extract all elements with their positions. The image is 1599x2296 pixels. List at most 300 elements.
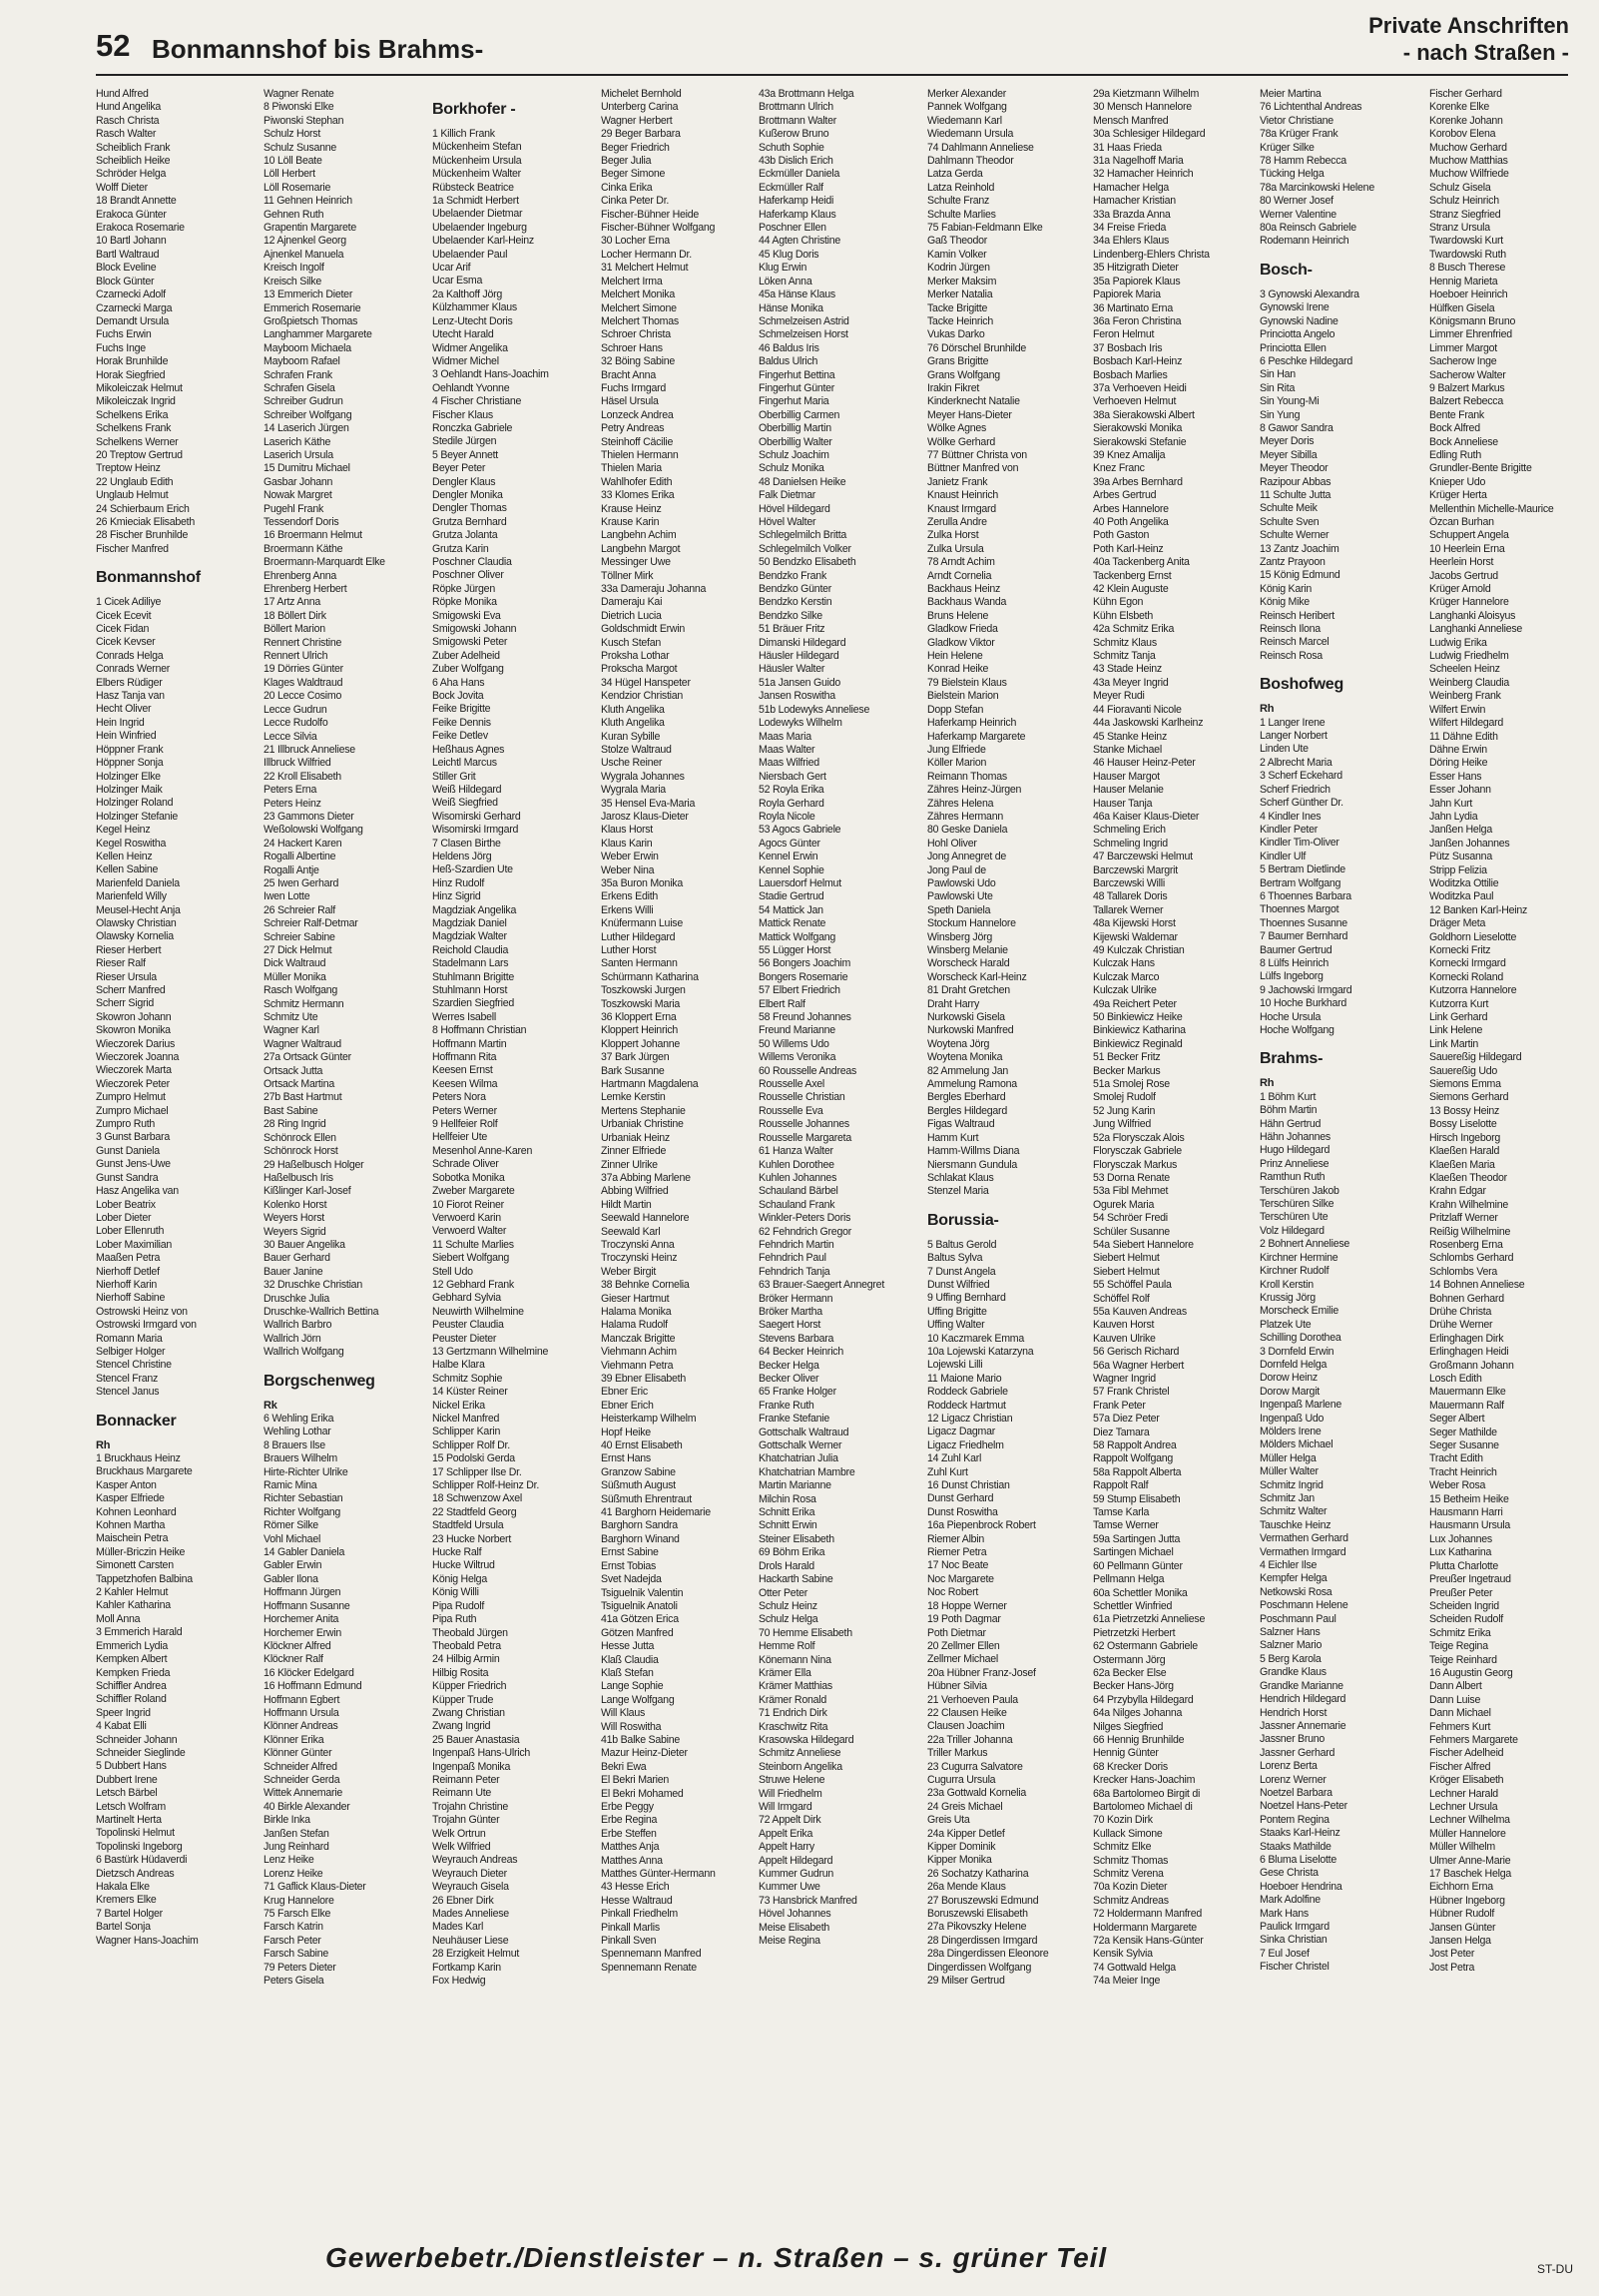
resident-entry: 61 Hanza Walter bbox=[759, 1145, 833, 1158]
resident-entry: Fingerhut Maria bbox=[759, 395, 829, 408]
resident-entry: Müller Monika bbox=[264, 970, 326, 983]
resident-entry: 1 Böhm Kurt bbox=[1260, 1090, 1317, 1103]
resident-entry: Prokscha Margot bbox=[601, 663, 678, 676]
resident-entry: Mades Karl bbox=[432, 1921, 484, 1934]
resident-entry: 6 Bastürk Hüdaverdi bbox=[96, 1854, 188, 1867]
resident-entry: Schlombs Vera bbox=[1429, 1265, 1497, 1278]
resident-entry: Speth Daniela bbox=[927, 903, 991, 916]
resident-entry: Lorenz Werner bbox=[1260, 1773, 1327, 1786]
resident-entry: Scherf Friedrich bbox=[1260, 783, 1331, 796]
resident-entry: Hoffmann Jürgen bbox=[264, 1586, 341, 1599]
resident-entry: Fischer Alfred bbox=[1429, 1760, 1491, 1773]
resident-entry: Luther Horst bbox=[601, 944, 657, 956]
resident-entry: Weinberg Frank bbox=[1429, 690, 1501, 703]
resident-entry: Kindler Tim-Oliver bbox=[1260, 837, 1339, 850]
resident-entry: 45 Klug Doris bbox=[759, 248, 819, 261]
resident-entry: Schrade Oliver bbox=[432, 1158, 499, 1171]
resident-entry: 23 Cugurra Salvatore bbox=[927, 1760, 1023, 1773]
resident-entry: Tackenberg Ernst bbox=[1093, 569, 1172, 582]
resident-entry: Krüger Silke bbox=[1260, 141, 1315, 154]
resident-entry: 54 Schröer Fredi bbox=[1093, 1212, 1168, 1225]
resident-entry: Mattick Wolfgang bbox=[759, 930, 836, 943]
resident-entry: Knez Franc bbox=[1093, 462, 1145, 475]
resident-entry: Schmitz Andreas bbox=[1093, 1894, 1169, 1907]
resident-entry: 29 Milser Gertrud bbox=[927, 1975, 1005, 1988]
street-heading: Bonmannshof bbox=[96, 569, 201, 587]
resident-entry: Hövel Walter bbox=[759, 516, 816, 528]
resident-entry: Winsberg Jörg bbox=[927, 930, 993, 943]
resident-entry: Wagner Karl bbox=[264, 1024, 319, 1037]
resident-entry: Meier Martina bbox=[1260, 88, 1322, 100]
resident-entry: 4 Kabat Elli bbox=[96, 1720, 147, 1733]
resident-entry: 36 Martinato Erna bbox=[1093, 301, 1173, 314]
resident-entry: 22 Clausen Heike bbox=[927, 1706, 1007, 1719]
resident-entry: Klönner Günter bbox=[264, 1747, 332, 1760]
resident-entry: 58 Rappolt Andrea bbox=[1093, 1439, 1177, 1452]
resident-entry: Skowron Johann bbox=[96, 1010, 172, 1023]
resident-entry: Kutzorra Hannelore bbox=[1429, 984, 1517, 997]
resident-entry: Lechner Wilhelma bbox=[1429, 1814, 1510, 1827]
resident-entry: Winkler-Peters Doris bbox=[759, 1212, 851, 1225]
resident-entry: Demandt Ursula bbox=[96, 314, 170, 327]
resident-entry: Dann Albert bbox=[1429, 1680, 1482, 1693]
resident-entry: Edling Ruth bbox=[1429, 448, 1482, 461]
resident-entry: 25 Iwen Gerhard bbox=[264, 876, 339, 889]
resident-entry: Jung Elfriede bbox=[927, 743, 986, 756]
resident-entry: Jost Petra bbox=[1429, 1961, 1475, 1974]
resident-entry: Lorenz Berta bbox=[1260, 1760, 1318, 1773]
resident-entry: Zulka Ursula bbox=[927, 542, 984, 555]
resident-entry: Muchow Matthias bbox=[1429, 155, 1508, 168]
resident-entry: Haferkamp Margarete bbox=[927, 730, 1026, 743]
resident-entry: Poth Gaston bbox=[1093, 529, 1150, 542]
resident-entry: Zinner Elfriede bbox=[601, 1145, 667, 1158]
resident-entry: Appelt Harry bbox=[759, 1841, 814, 1854]
resident-entry: 28 Fischer Brunhilde bbox=[96, 529, 189, 542]
resident-entry: 31 Melchert Helmut bbox=[601, 262, 689, 275]
resident-entry: Schuth Sophie bbox=[759, 141, 824, 154]
resident-entry: Kegel Roswitha bbox=[96, 837, 167, 850]
resident-entry: Schelkens Werner bbox=[96, 435, 179, 448]
resident-entry: Drols Harald bbox=[759, 1559, 814, 1572]
resident-entry: Kolenko Horst bbox=[264, 1198, 327, 1211]
resident-entry: 22 Unglaub Edith bbox=[96, 475, 174, 488]
resident-entry: Fox Hedwig bbox=[432, 1975, 486, 1988]
resident-entry: Freund Marianne bbox=[759, 1024, 835, 1037]
resident-entry: 60a Schettler Monika bbox=[1093, 1586, 1188, 1599]
resident-entry: Erbe Steffen bbox=[601, 1827, 657, 1840]
resident-entry: 26 Kmieciak Elisabeth bbox=[96, 516, 195, 528]
resident-entry: 37a Abbing Marlene bbox=[601, 1171, 691, 1184]
resident-entry: Kennel Erwin bbox=[759, 851, 818, 863]
resident-entry: Pinkall Marlis bbox=[601, 1921, 660, 1934]
resident-entry: Rennert Christine bbox=[264, 636, 342, 649]
resident-entry: Zellmer Michael bbox=[927, 1653, 999, 1666]
resident-entry: Wallrich Barbro bbox=[264, 1319, 332, 1332]
resident-entry: 3 Gynowski Alexandra bbox=[1260, 287, 1359, 300]
resident-entry: Holzinger Elke bbox=[96, 770, 161, 783]
resident-entry: Korenke Elke bbox=[1429, 101, 1490, 114]
resident-entry: 1 Bruckhaus Heinz bbox=[96, 1452, 181, 1464]
resident-entry: Jassner Gerhard bbox=[1260, 1746, 1335, 1759]
resident-entry: Riemer Albin bbox=[927, 1532, 985, 1545]
resident-entry: Theobald Petra bbox=[432, 1639, 501, 1652]
resident-entry: Meusel-Hecht Anja bbox=[96, 903, 181, 916]
resident-entry: Latza Gerda bbox=[927, 168, 983, 181]
resident-entry: Schlipper Rolf Dr. bbox=[432, 1438, 510, 1451]
resident-entry: 44a Jaskowski Karlheinz bbox=[1093, 717, 1204, 730]
resident-entry: Erbe Peggy bbox=[601, 1801, 654, 1813]
resident-entry: Erlinghagen Dirk bbox=[1429, 1332, 1504, 1345]
resident-entry: 20a Hübner Franz-Josef bbox=[927, 1666, 1036, 1679]
resident-entry: 3 Oehlandt Hans-Joachim bbox=[432, 368, 549, 381]
resident-entry: Hauser Melanie bbox=[1093, 784, 1164, 797]
resident-entry: 12 Banken Karl-Heinz bbox=[1429, 903, 1528, 916]
resident-entry: Bauer Gerhard bbox=[264, 1252, 330, 1265]
resident-entry: Hamacher Helga bbox=[1093, 181, 1169, 194]
resident-entry: Stadelmann Lars bbox=[432, 957, 509, 970]
resident-entry: Seger Mathilde bbox=[1429, 1426, 1497, 1438]
resident-entry: Büttner Manfred von bbox=[927, 462, 1019, 475]
resident-entry: Lenz Heike bbox=[264, 1854, 314, 1867]
resident-entry: Rasch Christa bbox=[96, 114, 160, 127]
resident-entry: Ronczka Gabriele bbox=[432, 421, 513, 434]
resident-entry: Müller-Briczin Heike bbox=[96, 1545, 186, 1558]
resident-entry: Siebert Helmut bbox=[1093, 1252, 1160, 1265]
header-rule bbox=[96, 74, 1568, 76]
resident-entry: Gebhard Sylvia bbox=[432, 1292, 501, 1305]
resident-entry: Klöckner Alfred bbox=[264, 1639, 331, 1652]
resident-entry: 16 Hoffmann Edmund bbox=[264, 1680, 362, 1693]
resident-entry: Reimann Thomas bbox=[927, 770, 1007, 783]
resident-entry: Krämer Ella bbox=[759, 1666, 811, 1679]
resident-entry: Lober Dieter bbox=[96, 1211, 152, 1224]
resident-entry: Janßen Stefan bbox=[264, 1827, 329, 1840]
resident-entry: Wilfert Erwin bbox=[1429, 703, 1486, 716]
resident-entry: 26 Schreier Ralf bbox=[264, 903, 335, 916]
resident-entry: Mölders Michael bbox=[1260, 1438, 1333, 1451]
resident-entry: Preußer Peter bbox=[1429, 1586, 1493, 1599]
resident-entry: Rieser Ursula bbox=[96, 970, 157, 983]
resident-entry: Rousselle Axel bbox=[759, 1078, 824, 1091]
resident-entry: Linden Ute bbox=[1260, 743, 1309, 756]
resident-entry: Rasch Wolfgang bbox=[264, 984, 338, 997]
resident-entry: 15 Betheim Heike bbox=[1429, 1492, 1509, 1505]
resident-entry: Druschke Julia bbox=[264, 1292, 329, 1305]
resident-entry: Fischer Klaus bbox=[432, 408, 493, 421]
resident-entry: Matthes Anja bbox=[601, 1841, 660, 1854]
resident-entry: Lecce Rudolfo bbox=[264, 717, 328, 730]
resident-entry: Melchert Irma bbox=[601, 275, 663, 287]
resident-entry: 40 Ernst Elisabeth bbox=[601, 1439, 683, 1452]
resident-entry: Verwoerd Karin bbox=[432, 1211, 501, 1224]
resident-entry: 39 Knez Amalija bbox=[1093, 448, 1166, 461]
resident-entry: Ingenpaß Monika bbox=[432, 1760, 511, 1773]
resident-entry: Peuster Claudia bbox=[432, 1319, 504, 1332]
resident-entry: Wölke Agnes bbox=[927, 422, 987, 435]
resident-entry: Gladkow Viktor bbox=[927, 636, 995, 649]
resident-entry: Fuchs Erwin bbox=[96, 328, 152, 341]
resident-entry: Häusler Walter bbox=[759, 663, 825, 676]
resident-entry: Hoeboer Hendrina bbox=[1260, 1880, 1342, 1893]
resident-entry: Farsch Katrin bbox=[264, 1921, 323, 1934]
resident-entry: 5 Dubbert Hans bbox=[96, 1760, 167, 1773]
resident-entry: Barczewski Willi bbox=[1093, 876, 1165, 889]
resident-entry: 10 Heerlein Erna bbox=[1429, 542, 1505, 555]
resident-entry: 1 Killich Frank bbox=[432, 128, 495, 140]
resident-entry: 14 Zuhl Karl bbox=[927, 1452, 982, 1465]
resident-entry: 31a Nagelhoff Maria bbox=[1093, 155, 1184, 168]
resident-entry: Ehrenberg Anna bbox=[264, 569, 337, 582]
resident-entry: 35 Hitzigrath Dieter bbox=[1093, 262, 1179, 275]
resident-entry: Schulz Joachim bbox=[759, 448, 829, 461]
resident-entry: Meyer Hans-Dieter bbox=[927, 408, 1012, 421]
resident-entry: Zweber Margarete bbox=[432, 1185, 515, 1198]
resident-entry: Merker Maksim bbox=[927, 275, 997, 287]
resident-entry: Kipper Dominik bbox=[927, 1841, 996, 1853]
resident-entry: 27a Ortsack Günter bbox=[264, 1051, 351, 1064]
resident-entry: Heisterkamp Wilhelm bbox=[601, 1413, 697, 1426]
resident-entry: Kuran Sybille bbox=[601, 730, 661, 743]
resident-entry: Oberbillig Walter bbox=[759, 435, 832, 448]
resident-entry: Kummer Uwe bbox=[759, 1881, 820, 1894]
resident-entry: Troczynski Heinz bbox=[601, 1252, 678, 1265]
resident-entry: Locher Hermann Dr. bbox=[601, 248, 692, 261]
resident-entry: Bendzko Frank bbox=[759, 569, 826, 582]
resident-entry: 52 Royla Erika bbox=[759, 784, 824, 797]
resident-entry: Trojahn Christine bbox=[432, 1800, 509, 1813]
resident-entry: Hasz Angelika van bbox=[96, 1185, 179, 1198]
resident-entry: 4 Eichler Ilse bbox=[1260, 1559, 1318, 1572]
resident-entry: Haferkamp Heinrich bbox=[927, 717, 1017, 730]
resident-entry: Hauser Tanja bbox=[1093, 797, 1153, 810]
resident-entry: Nickel Erika bbox=[432, 1399, 485, 1412]
resident-entry: Kornecki Fritz bbox=[1429, 944, 1491, 956]
resident-entry: Usche Reiner bbox=[601, 757, 663, 770]
resident-entry: Tsiguelnik Anatoli bbox=[601, 1599, 678, 1612]
resident-entry: Kempken Albert bbox=[96, 1653, 168, 1666]
resident-entry: Schreier Ralf-Detmar bbox=[264, 917, 358, 930]
resident-entry: 64a Nilges Johanna bbox=[1093, 1707, 1183, 1720]
resident-entry: Lonzeck Andrea bbox=[601, 408, 674, 421]
resident-entry: Tallarek Werner bbox=[1093, 903, 1164, 916]
resident-entry: Reißig Wilhelmine bbox=[1429, 1225, 1511, 1238]
directory-columns bbox=[96, 88, 1573, 2234]
resident-entry: 52 Jung Karin bbox=[1093, 1104, 1156, 1117]
resident-entry: Zähres Hermann bbox=[927, 810, 1003, 823]
resident-entry: Schulz Heinrich bbox=[1429, 195, 1499, 208]
resident-entry: 27 Dick Helmut bbox=[264, 944, 332, 956]
resident-entry: El Bekri Mohamed bbox=[601, 1787, 684, 1800]
resident-entry: Mückenheim Stefan bbox=[432, 141, 522, 154]
resident-entry: Noc Robert bbox=[927, 1586, 979, 1599]
resident-entry: Wieczorek Darius bbox=[96, 1037, 176, 1050]
resident-entry: 24 Greis Michael bbox=[927, 1800, 1003, 1813]
resident-entry: 13 Gertzmann Wilhelmine bbox=[432, 1345, 549, 1358]
resident-entry: Schrafen Frank bbox=[264, 368, 332, 381]
resident-entry: Staaks Mathilde bbox=[1260, 1840, 1332, 1853]
resident-entry: Mikoleiczak Helmut bbox=[96, 381, 183, 394]
resident-entry: Schröder Helga bbox=[96, 168, 167, 181]
resident-entry: Dunst Gerhard bbox=[927, 1492, 994, 1505]
resident-entry: Hugo Hildegard bbox=[1260, 1144, 1331, 1157]
resident-entry: Bosbach Karl-Heinz bbox=[1093, 355, 1183, 368]
resident-entry: 10 Fiorot Reiner bbox=[432, 1198, 504, 1211]
resident-entry: 13 Bossy Heinz bbox=[1429, 1104, 1500, 1117]
resident-entry: Jung Reinhard bbox=[264, 1841, 329, 1853]
resident-entry: 46a Kaiser Klaus-Dieter bbox=[1093, 810, 1200, 823]
street-heading: Borgschenweg bbox=[264, 1372, 375, 1390]
resident-entry: Messinger Uwe bbox=[601, 556, 671, 569]
resident-entry: 35a Buron Monika bbox=[601, 876, 683, 889]
resident-entry: Viehmann Petra bbox=[601, 1359, 674, 1372]
resident-entry: 36 Kloppert Erna bbox=[601, 1011, 677, 1024]
resident-entry: 61a Pietrzetzki Anneliese bbox=[1093, 1613, 1206, 1626]
resident-entry: Tappetzhofen Balbina bbox=[96, 1572, 193, 1585]
resident-entry: 29 Beger Barbara bbox=[601, 128, 681, 141]
resident-entry: Steinhoff Cäcilie bbox=[601, 435, 674, 448]
resident-entry: Mesenhol Anne-Karen bbox=[432, 1144, 533, 1157]
resident-entry: 3 Dornfeld Erwin bbox=[1260, 1345, 1334, 1358]
resident-entry: Kipper Monika bbox=[927, 1854, 992, 1867]
resident-entry: Hirte-Richter Ulrike bbox=[264, 1465, 348, 1478]
resident-entry: Barghorn Sandra bbox=[601, 1519, 678, 1532]
resident-entry: Baumer Gertrud bbox=[1260, 943, 1332, 956]
resident-entry: Hendrich Hildegard bbox=[1260, 1693, 1346, 1706]
resident-entry: Kornecki Roland bbox=[1429, 970, 1503, 983]
resident-entry: 79 Peters Dieter bbox=[264, 1961, 336, 1974]
resident-entry: Nilges Siegfried bbox=[1093, 1720, 1164, 1733]
resident-entry: Bruns Helene bbox=[927, 609, 989, 622]
resident-entry: 8 Piwonski Elke bbox=[264, 101, 334, 114]
resident-entry: Sartingen Michael bbox=[1093, 1546, 1174, 1559]
resident-entry: Horchemer Anita bbox=[264, 1613, 339, 1626]
resident-entry: Poschner Oliver bbox=[432, 569, 504, 582]
resident-entry: Ludwig Erika bbox=[1429, 636, 1487, 649]
resident-entry: 18 Brandt Annette bbox=[96, 195, 177, 208]
resident-entry: Roddeck Gabriele bbox=[927, 1386, 1008, 1399]
resident-entry: Cicek Kevser bbox=[96, 636, 156, 649]
resident-entry: 40a Tackenberg Anita bbox=[1093, 556, 1190, 569]
resident-entry: 54a Siebert Hannelore bbox=[1093, 1238, 1194, 1251]
resident-entry: Schreiber Wolfgang bbox=[264, 408, 352, 421]
resident-entry: Arbes Hannelore bbox=[1093, 502, 1169, 515]
resident-entry: Merker Alexander bbox=[927, 88, 1007, 100]
resident-entry: 20 Treptow Gertrud bbox=[96, 448, 183, 461]
resident-entry: Bracht Anna bbox=[601, 368, 656, 381]
directory-column-4 bbox=[601, 88, 751, 2234]
resident-entry: Eckmüller Daniela bbox=[759, 168, 840, 181]
resident-entry: Hoffmann Susanne bbox=[264, 1599, 350, 1612]
resident-entry: Meyer Theodor bbox=[1260, 462, 1329, 475]
resident-entry: 8 Hoffmann Christian bbox=[432, 1024, 527, 1037]
resident-entry: Scherf Günther Dr. bbox=[1260, 797, 1343, 810]
resident-entry: Hoeboer Heinrich bbox=[1429, 288, 1508, 301]
resident-entry: 28 Ring Ingrid bbox=[264, 1118, 326, 1131]
resident-entry: Binkiewicz Katharina bbox=[1093, 1024, 1186, 1037]
resident-entry: Hövel Hildegard bbox=[759, 502, 830, 515]
resident-entry: Krämer Ronald bbox=[759, 1693, 826, 1706]
resident-entry: Kußerow Bruno bbox=[759, 128, 829, 141]
resident-entry: Müller Wilhelm bbox=[1429, 1841, 1495, 1854]
resident-entry: 15 Podolski Gerda bbox=[432, 1452, 515, 1465]
resident-entry: Bartel Sonja bbox=[96, 1921, 151, 1934]
resident-entry: Schulz Helga bbox=[759, 1613, 818, 1626]
resident-entry: Korobov Elena bbox=[1429, 128, 1496, 141]
resident-entry: Stanke Michael bbox=[1093, 743, 1162, 756]
resident-entry: 55 Schöffel Paula bbox=[1093, 1279, 1172, 1292]
resident-entry: Figas Waltraud bbox=[927, 1118, 995, 1131]
resident-entry: Poth Dietmar bbox=[927, 1626, 986, 1639]
resident-entry: Dietrich Lucia bbox=[601, 609, 662, 622]
resident-entry: Spennemann Renate bbox=[601, 1961, 697, 1974]
resident-entry: Stencel Janus bbox=[96, 1386, 160, 1399]
resident-entry: Cinka Erika bbox=[601, 181, 653, 194]
resident-entry: Hilbig Rosita bbox=[432, 1666, 489, 1679]
resident-entry: Häsel Ursula bbox=[601, 395, 659, 408]
resident-entry: Magdziak Walter bbox=[432, 930, 507, 943]
resident-entry: 38a Sierakowski Albert bbox=[1093, 408, 1195, 421]
resident-entry: Lux Johannes bbox=[1429, 1532, 1492, 1545]
resident-entry: Fischer-Bühner Wolfgang bbox=[601, 222, 716, 235]
resident-entry: Kulczak Ulrike bbox=[1093, 984, 1157, 997]
resident-entry: Peters Erna bbox=[264, 784, 317, 797]
street-heading: Boshofweg bbox=[1260, 676, 1343, 694]
resident-entry: Nickel Manfred bbox=[432, 1413, 500, 1425]
resident-entry: Knieper Udo bbox=[1429, 475, 1486, 488]
directory-column-8 bbox=[1260, 88, 1409, 2234]
resident-entry: Sin Rita bbox=[1260, 381, 1296, 394]
resident-entry: Bendzko Silke bbox=[759, 609, 822, 622]
resident-entry: 26a Mende Klaus bbox=[927, 1881, 1006, 1894]
resident-entry: Spennemann Manfred bbox=[601, 1948, 702, 1961]
resident-entry: 33a Brazda Anna bbox=[1093, 208, 1171, 221]
resident-entry: Drühe Werner bbox=[1429, 1319, 1493, 1332]
resident-entry: Balzert Rebecca bbox=[1429, 395, 1503, 408]
resident-entry: Kuhlen Johannes bbox=[759, 1171, 837, 1184]
resident-entry: Becker Markus bbox=[1093, 1064, 1161, 1077]
resident-entry: Pinkall Sven bbox=[601, 1935, 657, 1948]
resident-entry: 23a Gottwald Kornelia bbox=[927, 1787, 1026, 1800]
resident-entry: Schmeling Erich bbox=[1093, 824, 1166, 837]
resident-entry: Khatchatrian Julia bbox=[759, 1452, 838, 1465]
resident-entry: Stell Udo bbox=[432, 1265, 473, 1278]
resident-entry: Röpke Monika bbox=[432, 596, 497, 609]
resident-entry: Nierhoff Detlef bbox=[96, 1265, 160, 1278]
resident-entry: Erkens Willi bbox=[601, 903, 654, 916]
resident-entry: Michelet Bernhold bbox=[601, 88, 682, 100]
resident-entry: Simonett Carsten bbox=[96, 1559, 174, 1572]
resident-entry: Link Gerhard bbox=[1429, 1011, 1488, 1024]
resident-entry: Krahn Edgar bbox=[1429, 1185, 1486, 1198]
resident-entry: Farsch Peter bbox=[264, 1934, 321, 1947]
resident-entry: Stadtfeld Ursula bbox=[432, 1519, 504, 1532]
resident-entry: Platzek Ute bbox=[1260, 1318, 1312, 1331]
resident-entry: Schlegelmilch Volker bbox=[759, 542, 851, 555]
directory-column-3 bbox=[432, 88, 582, 2234]
resident-entry: Princiotta Angelo bbox=[1260, 328, 1335, 341]
page-title: Bonmannshof bis Brahms- bbox=[152, 34, 484, 64]
resident-entry: 27b Bast Hartmut bbox=[264, 1091, 342, 1104]
resident-entry: 3 Gunst Barbara bbox=[96, 1131, 170, 1144]
resident-entry: Barczewski Margrit bbox=[1093, 863, 1178, 876]
resident-entry: 31 Haas Frieda bbox=[1093, 141, 1162, 154]
resident-entry: Topolinski Helmut bbox=[96, 1827, 175, 1840]
resident-entry: Schulte Werner bbox=[1260, 529, 1330, 542]
resident-entry: Laserich Käthe bbox=[264, 435, 331, 448]
resident-entry: Kendzior Christian bbox=[601, 690, 684, 703]
resident-entry: Stedile Jürgen bbox=[432, 435, 497, 448]
